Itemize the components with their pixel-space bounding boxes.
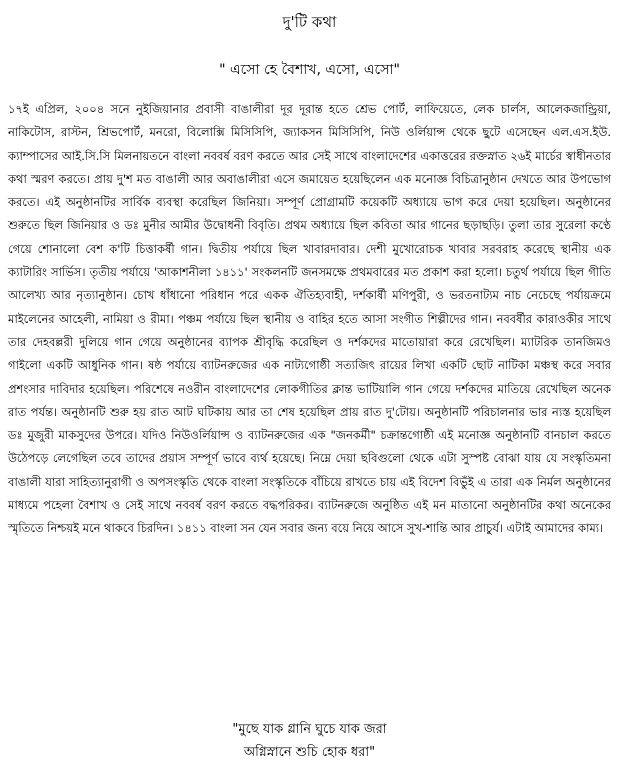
closing-verse-line-2: অগ্নিস্নানে শুচি হোক ধরা" (243, 745, 376, 760)
closing-verse-line-1: "মুছে যাক গ্লানি ঘুচে যাক জরা (232, 722, 387, 737)
page-title: দু'টি কথা (282, 13, 337, 31)
subtitle-quote: " এসো হে বৈশাখ, এসো, এসো" (219, 62, 400, 78)
closing-verse (0, 718, 619, 764)
body-paragraph: ১৭ই এপ্রিল, ২০০৪ সনে নুইজিয়ানার প্রবাসী বাঙালীরা দূর দূরান্ত হতে শ্রেভ পোর্ট, লাফিয়েতে, লেক চার্লস, আলেকজান্ড্রিয়া, নাকিটোস, রাস্টন, শ্রিভপোর্ট, মনরো, বিলোক্সি মিসিসিপি, জ্যাকসন মিসিসিপি, নিউ ওর্লিয়ান্স থেকে ছুটে এসেছেন এল.এস.ইউ. ক্যাম্পাসের আই.সি.সি মিলনায়তনে বাংলা নববর্ষ বরণ করতে আর সেই সাথে বাংলাদেশের একাত্তরের রক্তস্নাত ২৬ই মার্চের স্বাধীনতার কথা স্মরণ করতে। প্রায় দু'শ মত বাঙালী আর অবাঙালীরা এসে জমায়েত হয়েছিলেন এক মনোজ্ঞ বিচিত্রানুষ্ঠান দেখতে আর উপভোগ করতে। এই অনুষ্ঠানটির সার্বিক ব্যবস্থা করেছিল জিনিয়া। সম্পূর্ণ প্রোগ্রামটি কয়েকটি অধ্যায়ে ভাগ করে দেয়া হয়েছিল। অনুষ্ঠানের শুরুতে ছিল জিনিয়ার ও ডঃ মুনীর আমীর উদ্বোধনী বিবৃতি। প্রথম অধ্যায়ে ছিল কবিতা আর গানের ছড়াছড়ি। তুলা তার সুরেলা কণ্ঠে গেয়ে শোনালো বেশ ক'টি চিত্তাকর্ষী গান। দ্বিতীয় পর্যায়ে ছিল খাবারদাবার। দেশী মুখোরোচক খাবার সরবরাহ করেছে স্থানীয় এক ক্যাটারিং সার্ভিস। তৃতীয় পর্যায়ে 'আকাশনীলা ১৪১১' সংকলনটি জনসমক্ষে প্রথমবারের মত প্রকাশ করা হলো। চতুর্থ পর্যায়ে ছিল গীতি আলেখ্য আর নৃত্যানুষ্ঠান। চোখ ধাঁধানো পরিধান পরে একক ঐতিহ্যবাহী, দর্শকার্ষী মণিপুরী, ও ভরতনাট্যম নাচ নেচেছে পর্যায়ক্রমে মাইলেনের আহেলী, নামিয়া ও রীমা। পঞ্চম পর্যায়ে ছিল স্থানীয় ও বাহির হতে আসা সংগীত শিল্পীদের গান। নববর্ষীর কারাওকীর সাথে তার দেহবল্লরী দুলিয়ে গান গেয়ে অনুষ্ঠানের ব্যাপক শ্রীবৃদ্ধি করেছিল ও দর্শকদের মাতোয়ারা করে রেখেছিল। ম্যাটরিক তানজিমও গাইলো একটি আধুনিক গান। ষষ্ঠ পর্যায়ে ব্যাটনরুজের এক নাট্যগোষ্ঠী সত্যজিৎ রায়ের লিখা একটি ছোট নাটিকা মঞ্চস্থ করে সবার প্রশংসার দাবিদার হয়েছিল। পরিশেষে নওরীন বাংলাদেশের লোকগীতির ক্লান্ত ভাটিয়ালি গান গেয়ে দর্শকদের মাতিয়ে রেখেছিল অনেক রাত পর্যন্ত। অনুষ্ঠানটি শুরু হয় রাত আট ঘটিকায় আর তা শেষ হয়েছিল প্রায় রাত দু'টোয়। অনুষ্ঠানটি পরিচালনার ভার ন্যস্ত হয়েছিল ডঃ মুজুরী মাকসুদের উপরে। যদিও নিউওর্লিয়ান্স ও ব্যাটনরুজের এক "জনকর্মী" চক্রান্তগোষ্ঠী এই মনোজ্ঞ অনুষ্ঠানটি বানচাল করতে উঠেপড়ে লেগেছিল তবে তাদের প্রয়াস সম্পূর্ণ ভাবে ব্যর্থ হয়েছে। নিম্নে দেয়া ছবিগুলো থেকে এটা সুস্পষ্ট বোঝা যায় যে সংস্কৃতিমনা বাঙালী যারা সাহিত্যানুরাগী ও অপসংস্কৃতি থেকে বাংলা সংস্কৃতিকে বাঁচিয়ে রাখতে চায় এই বিদেশ বিভুঁই এ তারা এক নির্মল অনুষ্ঠানের মাধ্যমে পহেলা বৈশাখ ও সেই সাথে নববর্ষ বরণ করতে বদ্ধপরিকর। ব্যাটনরুজে অনুষ্ঠিত এই মন মাতানো অনুষ্ঠানটির কথা অনেকের স্মৃতিতে নিশ্চয়ই মনে থাকবে চিরদিন। ১৪১১ বাংলা সন যেন সবার জন্য বয়ে নিয়ে আসে সুখ-শান্তি আর প্রাচুর্য। এটাই আমাদের কাম্য। (8, 102, 611, 536)
